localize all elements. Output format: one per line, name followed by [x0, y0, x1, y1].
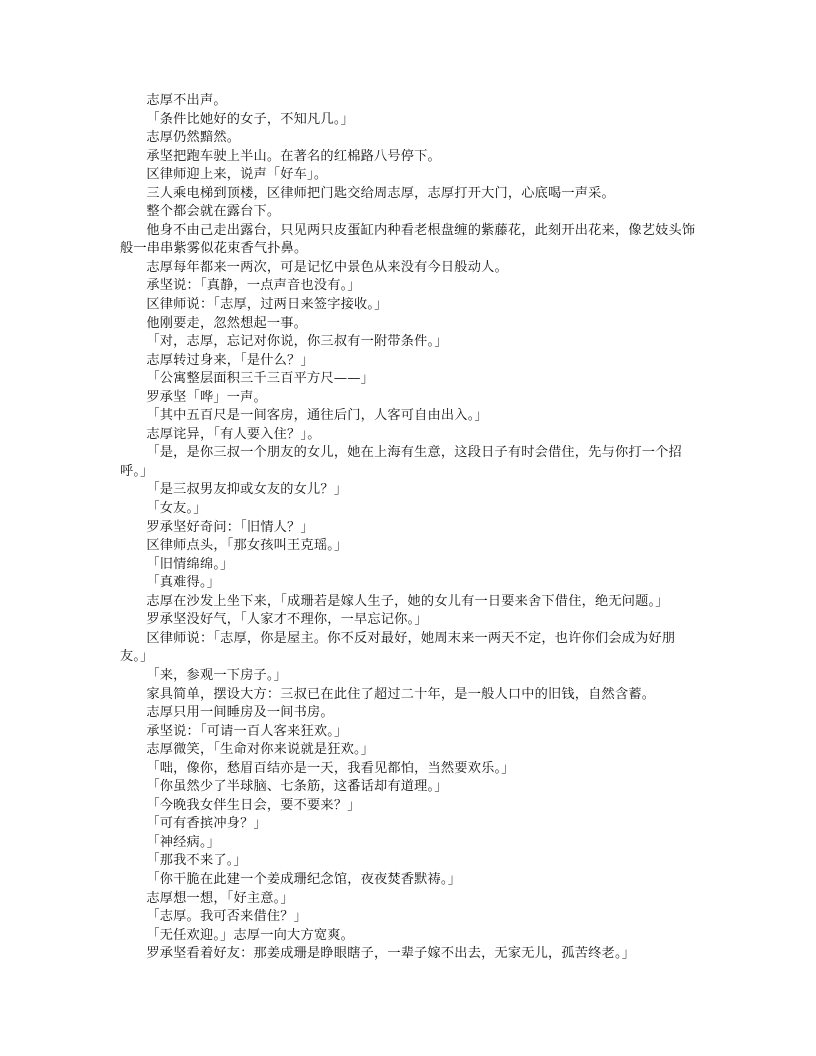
- paragraph: 「神经病。」: [146, 834, 221, 850]
- paragraph: 「女友。」: [146, 501, 207, 517]
- paragraph: 罗承坚好奇问：「旧情人？」: [146, 519, 314, 535]
- paragraph: 区律师点头，「那女孩叫王克瑶。」: [146, 538, 348, 554]
- paragraph: 「无任欢迎。」志厚一向大方宽爽。: [146, 927, 354, 943]
- paragraph: 「可有香摈冲身？」: [146, 816, 267, 832]
- paragraph: 罗承坚没好气，「人家才不理你，一早忘记你。」: [146, 612, 428, 628]
- paragraph: 「旧情绵绵。」: [146, 556, 234, 572]
- paragraph: 志厚每年都来一两次，可是记忆中景色从来没有今日般动人。: [146, 259, 508, 275]
- paragraph: 区律师说：「志厚，过两日来签字接收。」: [146, 297, 388, 313]
- paragraph: 志厚仍然黯然。: [146, 130, 241, 146]
- paragraph: 「你虽然少了半球脑、七条筋，这番话却有道理。」: [146, 779, 448, 795]
- paragraph: 「公寓整层面积三千三百平方尺——」: [146, 371, 374, 387]
- paragraph: 他身不由己走出露台，只见两只皮蛋缸内种看老根盘缠的紫藤花，此刻开出花来，像艺妓头饰般一串串紫雾似花束香气扑鼻。: [120, 222, 696, 257]
- paragraph: 罗承坚「哗」一声。: [146, 389, 267, 405]
- paragraph: 区律师说：「志厚，你是屋主。你不反对最好，她周末来一两天不定，也许你们会成为好朋友。」: [120, 630, 676, 665]
- paragraph: 「你干脆在此建一个姜成珊纪念馆，夜夜焚香默祷。」: [146, 871, 462, 887]
- paragraph: 「真难得。」: [146, 575, 221, 591]
- paragraph: 志厚微笑，「生命对你来说就是狂欢。」: [146, 742, 375, 758]
- paragraph: 整个都会就在露台下。: [146, 204, 281, 220]
- paragraph: 「来，参观一下房子。」: [146, 667, 288, 683]
- paragraph: 「是，是你三叔一个朋友的女儿，她在上海有生意，这段日子有时会借住，先与你打一个招呼。」: [120, 445, 682, 479]
- paragraph: 罗承坚看着好友：那姜成珊是睁眼瞎子，一辈子嫁不出去，无家无儿，孤苦终老。」: [146, 946, 636, 962]
- paragraph: 「志厚。我可否来借住？」: [146, 909, 308, 925]
- paragraph: 「是三叔男友抑或女友的女儿？」: [146, 482, 348, 498]
- paragraph: 「今晚我女伴生日会，要不要来？」: [146, 797, 361, 813]
- paragraph: 「条件比她好的女子，不知凡几。」: [146, 111, 354, 127]
- paragraph: 志厚想一想，「好主意。」: [146, 890, 294, 906]
- paragraph: 「咄，像你，愁眉百结亦是一天，我看见都怕，当然要欢乐。」: [146, 760, 515, 776]
- body-text: [120, 92, 700, 964]
- paragraph: 承坚把跑车驶上半山。在著名的红棉路八号停下。: [146, 148, 441, 164]
- paragraph: 志厚转过身来，「是什么？」: [146, 352, 314, 368]
- paragraph: 志厚不出声。: [146, 93, 227, 108]
- paragraph: 「其中五百尺是一间客房，通往后门，人客可自由出入。」: [146, 408, 488, 424]
- paragraph: 承坚说：「可请一百人客来狂欢。」: [146, 723, 348, 739]
- paragraph: 志厚只用一间睡房及一间书房。: [146, 705, 334, 721]
- paragraph: 家具简单，摆设大方：三叔已在此住了超过二十年，是一般人口中的旧钱，自然含蓄。: [146, 686, 656, 702]
- paragraph: 承坚说：「真静，一点声音也没有。」: [146, 278, 361, 294]
- paragraph: 志厚在沙发上坐下来，「成珊若是嫁人生子，她的女儿有一日要来舍下借住，绝无问题。」: [146, 593, 669, 609]
- paragraph: 志厚诧异，「有人要入住？」。: [146, 426, 321, 442]
- paragraph: 三人乘电梯到顶楼，区律师把门匙交给周志厚，志厚打开大门，心底喝一声采。: [146, 185, 615, 201]
- paragraph: 「那我不来了。」: [146, 853, 247, 869]
- paragraph: 区律师迎上来，说声「好车」。: [146, 167, 328, 183]
- paragraph: 他刚要走，忽然想起一事。: [146, 315, 308, 331]
- paragraph: 「对，志厚，忘记对你说，你三叔有一附带条件。」: [146, 334, 448, 350]
